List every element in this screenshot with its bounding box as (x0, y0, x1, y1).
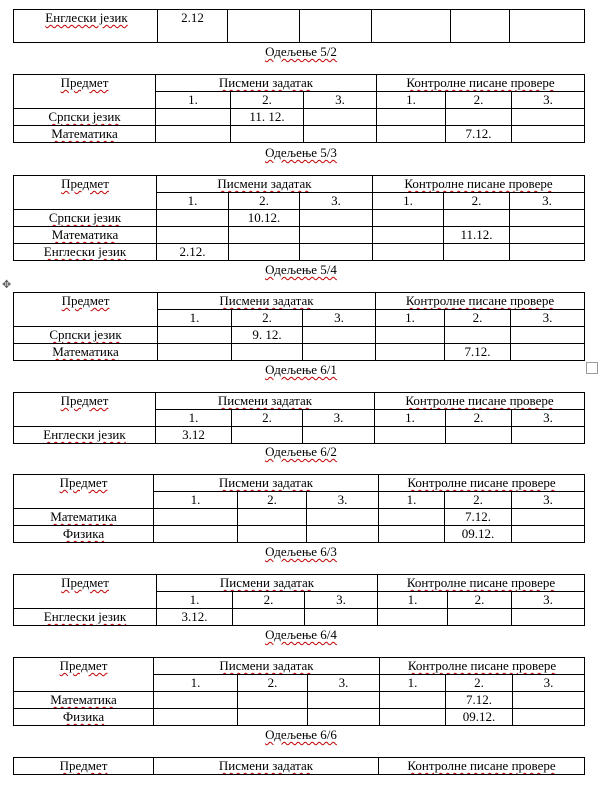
header-row (14, 293, 585, 310)
table-cell: 2. (238, 492, 307, 509)
cell-text: Писмени задатак (218, 475, 314, 490)
table-cell: 3. (512, 410, 585, 427)
table-cell (510, 10, 585, 43)
table-cell (444, 210, 510, 227)
table-cell: 1. (157, 592, 233, 609)
table-cell (154, 709, 238, 726)
table-cell (154, 526, 238, 543)
cell-text: Српски језик (48, 210, 122, 225)
table-cell (376, 344, 445, 361)
table-cell: 3. (512, 92, 585, 109)
table-cell (154, 758, 379, 775)
cell-text: Предмет (60, 75, 109, 90)
table-cell: 2. (238, 675, 308, 692)
table-cell (512, 509, 585, 526)
table-cell: 11. 12. (231, 109, 304, 126)
table-row (14, 244, 585, 261)
table-cell: 10.12. (229, 210, 300, 227)
subject-cell (14, 10, 158, 43)
table-cell: 2. (231, 92, 304, 109)
header-row (14, 475, 585, 492)
table-cell (511, 344, 585, 361)
cell-text: Математика (52, 344, 119, 359)
table-cell: 3.12. (157, 609, 233, 626)
table-5-2 (13, 74, 585, 143)
written-header (156, 75, 377, 92)
table-cell: 2. (233, 592, 305, 609)
table-cell (14, 509, 154, 526)
cell-text: Енглески језик (43, 244, 127, 259)
table-cell (238, 526, 307, 543)
table-cell (14, 344, 158, 361)
header-row (14, 393, 585, 410)
table-cell (513, 692, 585, 709)
table-cell (238, 709, 308, 726)
table-row (14, 344, 585, 361)
table-cell (373, 227, 444, 244)
cell-text: Писмени задатак (219, 658, 314, 673)
table-cell (512, 109, 585, 126)
table-cell (379, 509, 445, 526)
table-cell (154, 692, 238, 709)
table-cell (510, 244, 585, 261)
table-cell (238, 509, 307, 526)
table-cell (158, 344, 232, 361)
table-cell (300, 244, 373, 261)
table-cell (512, 526, 585, 543)
table-cell: 7.12. (446, 692, 513, 709)
table-cell (14, 244, 157, 261)
table-cell (376, 293, 585, 310)
cell-text: Енглески језик (43, 427, 126, 442)
table-cell: 1. (154, 492, 238, 509)
table-cell (158, 293, 376, 310)
cell-text: Српски језик (48, 109, 121, 124)
table-cell (304, 126, 377, 143)
section-caption: Одељење 6/4 (265, 627, 337, 642)
table-cell (14, 393, 156, 427)
cell-text: Физика (62, 526, 105, 541)
cell-text: Контролне писане провере (407, 758, 556, 773)
table-cell: 2. (445, 492, 512, 509)
cell-text: Предмет (59, 658, 108, 673)
table-cell (14, 658, 154, 692)
table-cell (300, 10, 372, 43)
table-cell (304, 109, 377, 126)
table-cell (512, 126, 585, 143)
table-cell: 1. (380, 675, 446, 692)
table-cell (446, 109, 512, 126)
table-cell: 7.12. (445, 344, 511, 361)
table-cell: 3. (512, 592, 585, 609)
table-cell (373, 176, 585, 193)
table-cell (14, 109, 156, 126)
cell-text: Предмет (59, 758, 108, 773)
cell-text: Контролне писане провере (407, 475, 556, 490)
table-cell (14, 575, 157, 609)
cell-text: Писмени задатак (217, 393, 313, 408)
table-cell (14, 227, 157, 244)
cell-text: Контролне писане провере (407, 658, 557, 673)
table-cell (154, 475, 379, 492)
header-row (14, 758, 585, 775)
table-cell (376, 327, 445, 344)
table-6-4 (13, 657, 585, 726)
table-row (14, 609, 585, 626)
table-cell: 3. (510, 193, 585, 210)
table-cell (238, 692, 308, 709)
cell-text: Писмени задатак (219, 293, 314, 308)
table-cell: 2. (444, 193, 510, 210)
table-cell (157, 227, 229, 244)
table-cell (510, 210, 585, 227)
table-row (14, 526, 585, 543)
table-cell (14, 526, 154, 543)
table-cell (380, 709, 446, 726)
section-caption: Одељење 6/6 (265, 727, 337, 742)
cell-text: Контролне писане провере (404, 176, 553, 191)
table-cell (375, 393, 585, 410)
grade-cell: 2.12 (158, 10, 228, 43)
cell-text: Енглески језик (43, 609, 127, 624)
table-cell: 2. (446, 410, 512, 427)
table-cell: 3. (513, 675, 585, 692)
cell-text: Српски језик (49, 327, 122, 342)
cell-text: Физика (62, 709, 105, 724)
table-cell (373, 244, 444, 261)
table-cell (14, 475, 154, 509)
table-cell (303, 427, 375, 444)
table-cell: 3. (308, 675, 380, 692)
table-6-6 (13, 757, 585, 775)
table-cell (375, 427, 446, 444)
table-move-handle-icon[interactable]: ✥ (2, 278, 12, 291)
table-cell (232, 344, 303, 361)
table-cell: 2. (446, 92, 512, 109)
table-5-3 (13, 175, 585, 261)
table-cell (512, 609, 585, 626)
table-cell: 2. (445, 310, 511, 327)
table-cell (14, 327, 158, 344)
section-caption: Одељење 5/2 (265, 44, 337, 59)
table-cell (156, 109, 231, 126)
table-cell (229, 227, 300, 244)
table-cell (14, 709, 154, 726)
table-cell: 7.12. (446, 126, 512, 143)
table-cell (451, 10, 510, 43)
table-cell: 3. (303, 310, 376, 327)
table-cell (377, 109, 446, 126)
table-cell (380, 658, 585, 675)
cell-text: Математика (51, 227, 119, 242)
table-cell: 3.12 (156, 427, 232, 444)
table-cell: 1. (376, 310, 445, 327)
section-caption: Одељење 6/2 (265, 444, 337, 459)
cell-text: Контролне писане провере (406, 75, 555, 90)
table-cell (228, 10, 300, 43)
table-cell: 3. (305, 592, 378, 609)
table-cell (14, 427, 156, 444)
table-cell (303, 344, 376, 361)
table-row (14, 692, 585, 709)
table-cell: 1. (158, 310, 232, 327)
cell-text: Писмени задатак (217, 176, 312, 191)
table-cell (378, 609, 448, 626)
table-cell (300, 227, 373, 244)
table-row (14, 126, 585, 143)
checks-header (377, 75, 585, 92)
section-caption: Одељење 5/4 (265, 262, 337, 277)
table-cell: 1. (373, 193, 444, 210)
table-cell (232, 427, 303, 444)
table-cell (448, 609, 512, 626)
table-cell (308, 692, 380, 709)
table-cell: 11.12. (444, 227, 510, 244)
table-cell (307, 526, 379, 543)
table-cell: 1. (379, 492, 445, 509)
section-caption: Одељење 5/3 (265, 145, 337, 160)
table-cell: 3. (512, 492, 585, 509)
cell-text: Математика (51, 126, 118, 141)
table-cell: 1. (154, 675, 238, 692)
section-caption: Одељење 6/1 (265, 362, 337, 377)
table-cell (303, 327, 376, 344)
table-cell: 1. (378, 592, 448, 609)
table-cell (14, 126, 156, 143)
header-row (14, 575, 585, 592)
table-cell (156, 393, 375, 410)
table-cell: 3. (304, 92, 377, 109)
table-row (14, 227, 585, 244)
cell-text: Контролне писане провере (406, 575, 556, 590)
table-cell (14, 293, 158, 327)
table-cell: 3. (300, 193, 373, 210)
table-cell: 1. (156, 92, 231, 109)
cell-text: Предмет (59, 475, 108, 490)
table-cell: 2. (448, 592, 512, 609)
table-6-1 (13, 392, 585, 444)
table-cell (379, 758, 585, 775)
table-cell: 1. (375, 410, 446, 427)
table-cell: 1. (156, 410, 232, 427)
table-cell: 1. (157, 193, 229, 210)
table-cell: 3. (303, 410, 375, 427)
table-cell (300, 210, 373, 227)
table-cell: 2. (232, 410, 303, 427)
cell-text: Предмет (60, 393, 109, 408)
cell-text: Писмени задатак (218, 75, 314, 90)
cell-text: Писмени задатак (219, 575, 315, 590)
table-cell: 3. (307, 492, 379, 509)
table-cell (305, 609, 378, 626)
header-row (14, 658, 585, 675)
table-cell: 09.12. (446, 709, 513, 726)
table-cell (154, 509, 238, 526)
table-row (14, 709, 585, 726)
table-5-4 (13, 292, 585, 361)
table-cell: 7.12. (445, 509, 512, 526)
table-cell: 1. (377, 92, 446, 109)
table-cell (157, 176, 373, 193)
table-cell (158, 327, 232, 344)
cell-text: Предмет (61, 293, 110, 308)
table-row (14, 327, 585, 344)
table-cell (378, 575, 585, 592)
table-6-2 (13, 474, 585, 543)
cell-text: Енглески језик (45, 10, 128, 25)
table-cell (377, 126, 446, 143)
table-cell (511, 327, 585, 344)
table-cell: 2. (446, 675, 513, 692)
table-cell (14, 210, 157, 227)
table-cell (372, 10, 451, 43)
table-row (14, 10, 585, 43)
table-cell: 2. (232, 310, 303, 327)
table-cell (14, 609, 157, 626)
cell-text: Контролне писане провере (405, 293, 555, 308)
table-row (14, 427, 585, 444)
cell-text: Математика (50, 692, 117, 707)
table-cell (308, 709, 380, 726)
section-caption: Одељење 6/3 (265, 544, 337, 559)
table-cell: 2. (229, 193, 300, 210)
table-cell (446, 427, 512, 444)
table-cell (513, 709, 585, 726)
table-cell: 09.12. (445, 526, 512, 543)
table-cell (14, 692, 154, 709)
table-cell: 9. 12. (232, 327, 303, 344)
table-cell (154, 658, 380, 675)
cell-text: Писмени задатак (218, 758, 314, 773)
cell-text: Предмет (61, 176, 109, 191)
table-cell (379, 475, 585, 492)
table-cell: 2.12. (157, 244, 229, 261)
table-cell (157, 575, 378, 592)
cell-text: Предмет (61, 575, 109, 590)
table-cell (510, 227, 585, 244)
table-cell (379, 526, 445, 543)
table-top-partial (13, 9, 585, 43)
table-6-3 (13, 574, 585, 626)
cell-text: Контролне писане провере (405, 393, 554, 408)
table-row (14, 210, 585, 227)
table-cell (14, 758, 154, 775)
table-cell (14, 176, 157, 210)
table-cell (157, 210, 229, 227)
table-cell (229, 244, 300, 261)
table-cell (380, 692, 446, 709)
table-cell: 3. (511, 310, 585, 327)
table-cell (307, 509, 379, 526)
header-row (14, 75, 585, 92)
table-cell (445, 327, 511, 344)
table-cell (231, 126, 304, 143)
table-cell (156, 126, 231, 143)
header-row (14, 176, 585, 193)
subject-header (14, 75, 156, 109)
cell-text: Математика (50, 509, 117, 524)
table-cell (233, 609, 305, 626)
table-row (14, 509, 585, 526)
table-cell (444, 244, 510, 261)
table-cell (373, 210, 444, 227)
table-row (14, 109, 585, 126)
table-cell (512, 427, 585, 444)
